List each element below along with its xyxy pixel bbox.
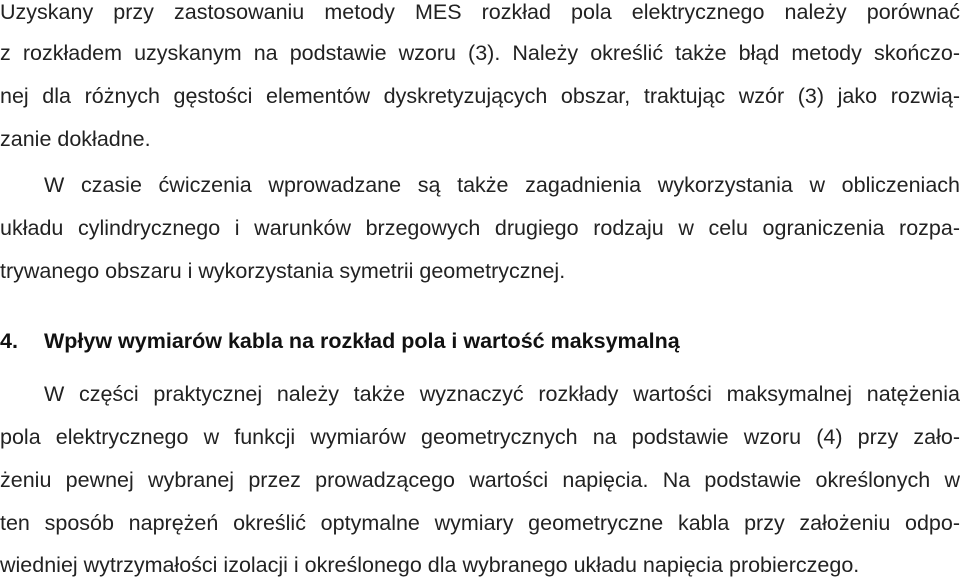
text-line: układu cylindrycznego i warunków brzegowych drugiego rodzaju w celu ograniczenia rozpa- [0,216,960,240]
text-line: wiedniej wytrzymałości izolacji i określonego dla wybranego układu napięcia probierczego. [0,553,860,577]
text-line: z rozkładem uzyskanym na podstawie wzoru (3). Należy określić także błąd metody skończo- [0,41,960,65]
text-line: żeniu pewnej wybranej przez prowadzącego wartości napięcia. Na podstawie określonych w [0,468,960,492]
text-line: Uzyskany przy zastosowaniu metody MES rozkład pola elektrycznego należy porównać [0,0,960,24]
section-heading [0,326,960,356]
text-line: trywanego obszaru i wykorzystania symetrii geometrycznej. [0,259,566,283]
text-line: zanie dokładne. [0,127,151,151]
section-title: Wpływ wymiarów kabla na rozkład pola i wartość maksymalną [44,329,680,353]
text-line: pola elektrycznego w funkcji wymiarów geometrycznych na podstawie wzoru (4) przy zało- [0,425,960,449]
text-line: W czasie ćwiczenia wprowadzane są także zagadnienia wykorzystania w obliczeniach [44,173,960,197]
text-line: nej dla różnych gęstości elementów dyskretyzujących obszar, traktując wzór (3) jako rozwią- [0,84,960,108]
text-line: ten sposób naprężeń określić optymalne wymiary geometryczne kabla przy założeniu odpo- [0,511,960,535]
section-number: 4. [0,329,18,353]
text-line: W części praktycznej należy także wyznaczyć rozkłady wartości maksymalnej natężenia [44,382,960,406]
